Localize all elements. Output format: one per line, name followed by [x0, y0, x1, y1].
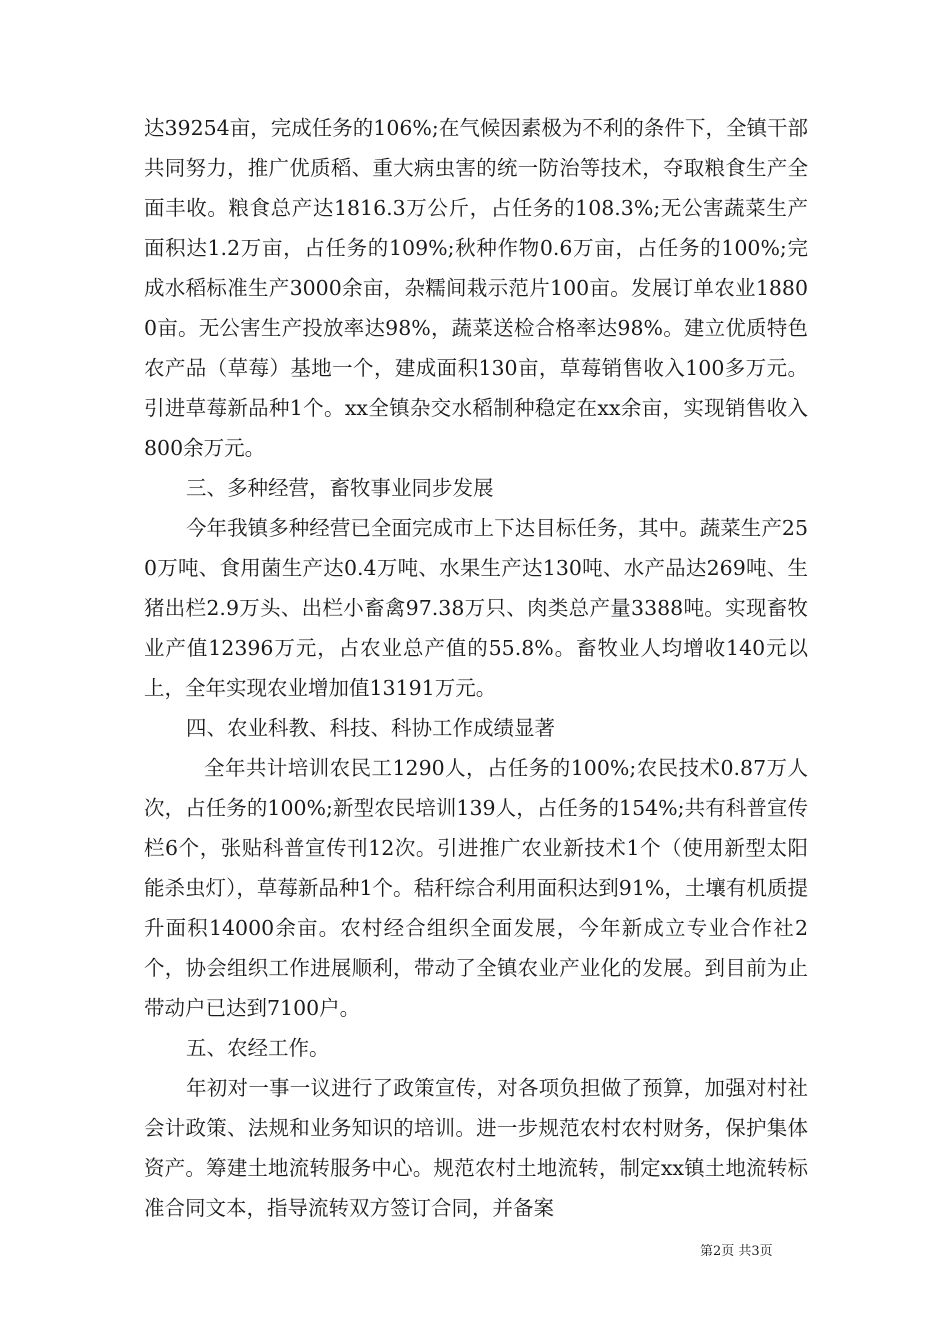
paragraph-agri-science: 全年共计培训农民工1290人，占任务的100%;农民技术0.87万人次，占任务的100%;新型农民培训139人，占任务的154%;共有科普宣传栏6个，张贴科普宣传刊12次。引进推广农业新技术1个（使用新型太阳能杀虫灯），草莓新品种1个。秸秆综合利用面积达到91%，土壤有机质提升面积14000余亩。农村经合组织全面发展，今年新成立专业合作社2个，协会组织工作进展顺利，带动了全镇农业产业化的发展。到目前为止带动户已达到7100户。: [144, 756, 808, 1020]
section-heading-diversified-operations: 三、多种经营，畜牧事业同步发展: [186, 476, 494, 500]
paragraph-grain-production: 达39254亩，完成任务的106%;在气候因素极为不利的条件下，全镇干部共同努力，推广优质稻、重大病虫害的统一防治等技术，夺取粮食生产全面丰收。粮食总产达1816.3万公斤，占任务的108.3%;无公害蔬菜生产面积达1.2万亩，占任务的109%;秋种作物0.6万亩，占任务的100%;完成水稻标准生产3000余亩，杂糯间栽示范片100亩。发展订单农业18800亩。无公害生产投放率达98%，蔬菜送检合格率达98%。建立优质特色农产品（草莓）基地一个，建成面积130亩，草莓销售收入100多万元。引进草莓新品种1个。xx全镇杂交水稻制种稳定在xx余亩，实现销售收入800余万元。: [144, 116, 808, 460]
page-number-footer: 第2页 共3页: [700, 1244, 773, 1259]
section-heading-agri-economy: 五、农经工作。: [186, 1036, 330, 1060]
document-body: [144, 108, 808, 1228]
paragraph-diversified-operations: 今年我镇多种经营已全面完成市上下达目标任务，其中。蔬菜生产250万吨、食用菌生产达0.4万吨、水果生产达130吨、水产品达269吨、生猪出栏2.9万头、出栏小畜禽97.38万只、肉类总产量3388吨。实现畜牧业产值12396万元，占农业总产值的55.8%。畜牧业人均增收140元以上，全年实现农业增加值13191万元。: [144, 516, 808, 700]
paragraph-agri-economy: 年初对一事一议进行了政策宣传，对各项负担做了预算，加强对村社会计政策、法规和业务知识的培训。进一步规范农村农村财务，保护集体资产。筹建土地流转服务中心。规范农村土地流转，制定xx镇土地流转标准合同文本，指导流转双方签订合同，并备案: [144, 1076, 808, 1220]
section-heading-agri-science: 四、农业科教、科技、科协工作成绩显著: [186, 716, 555, 740]
